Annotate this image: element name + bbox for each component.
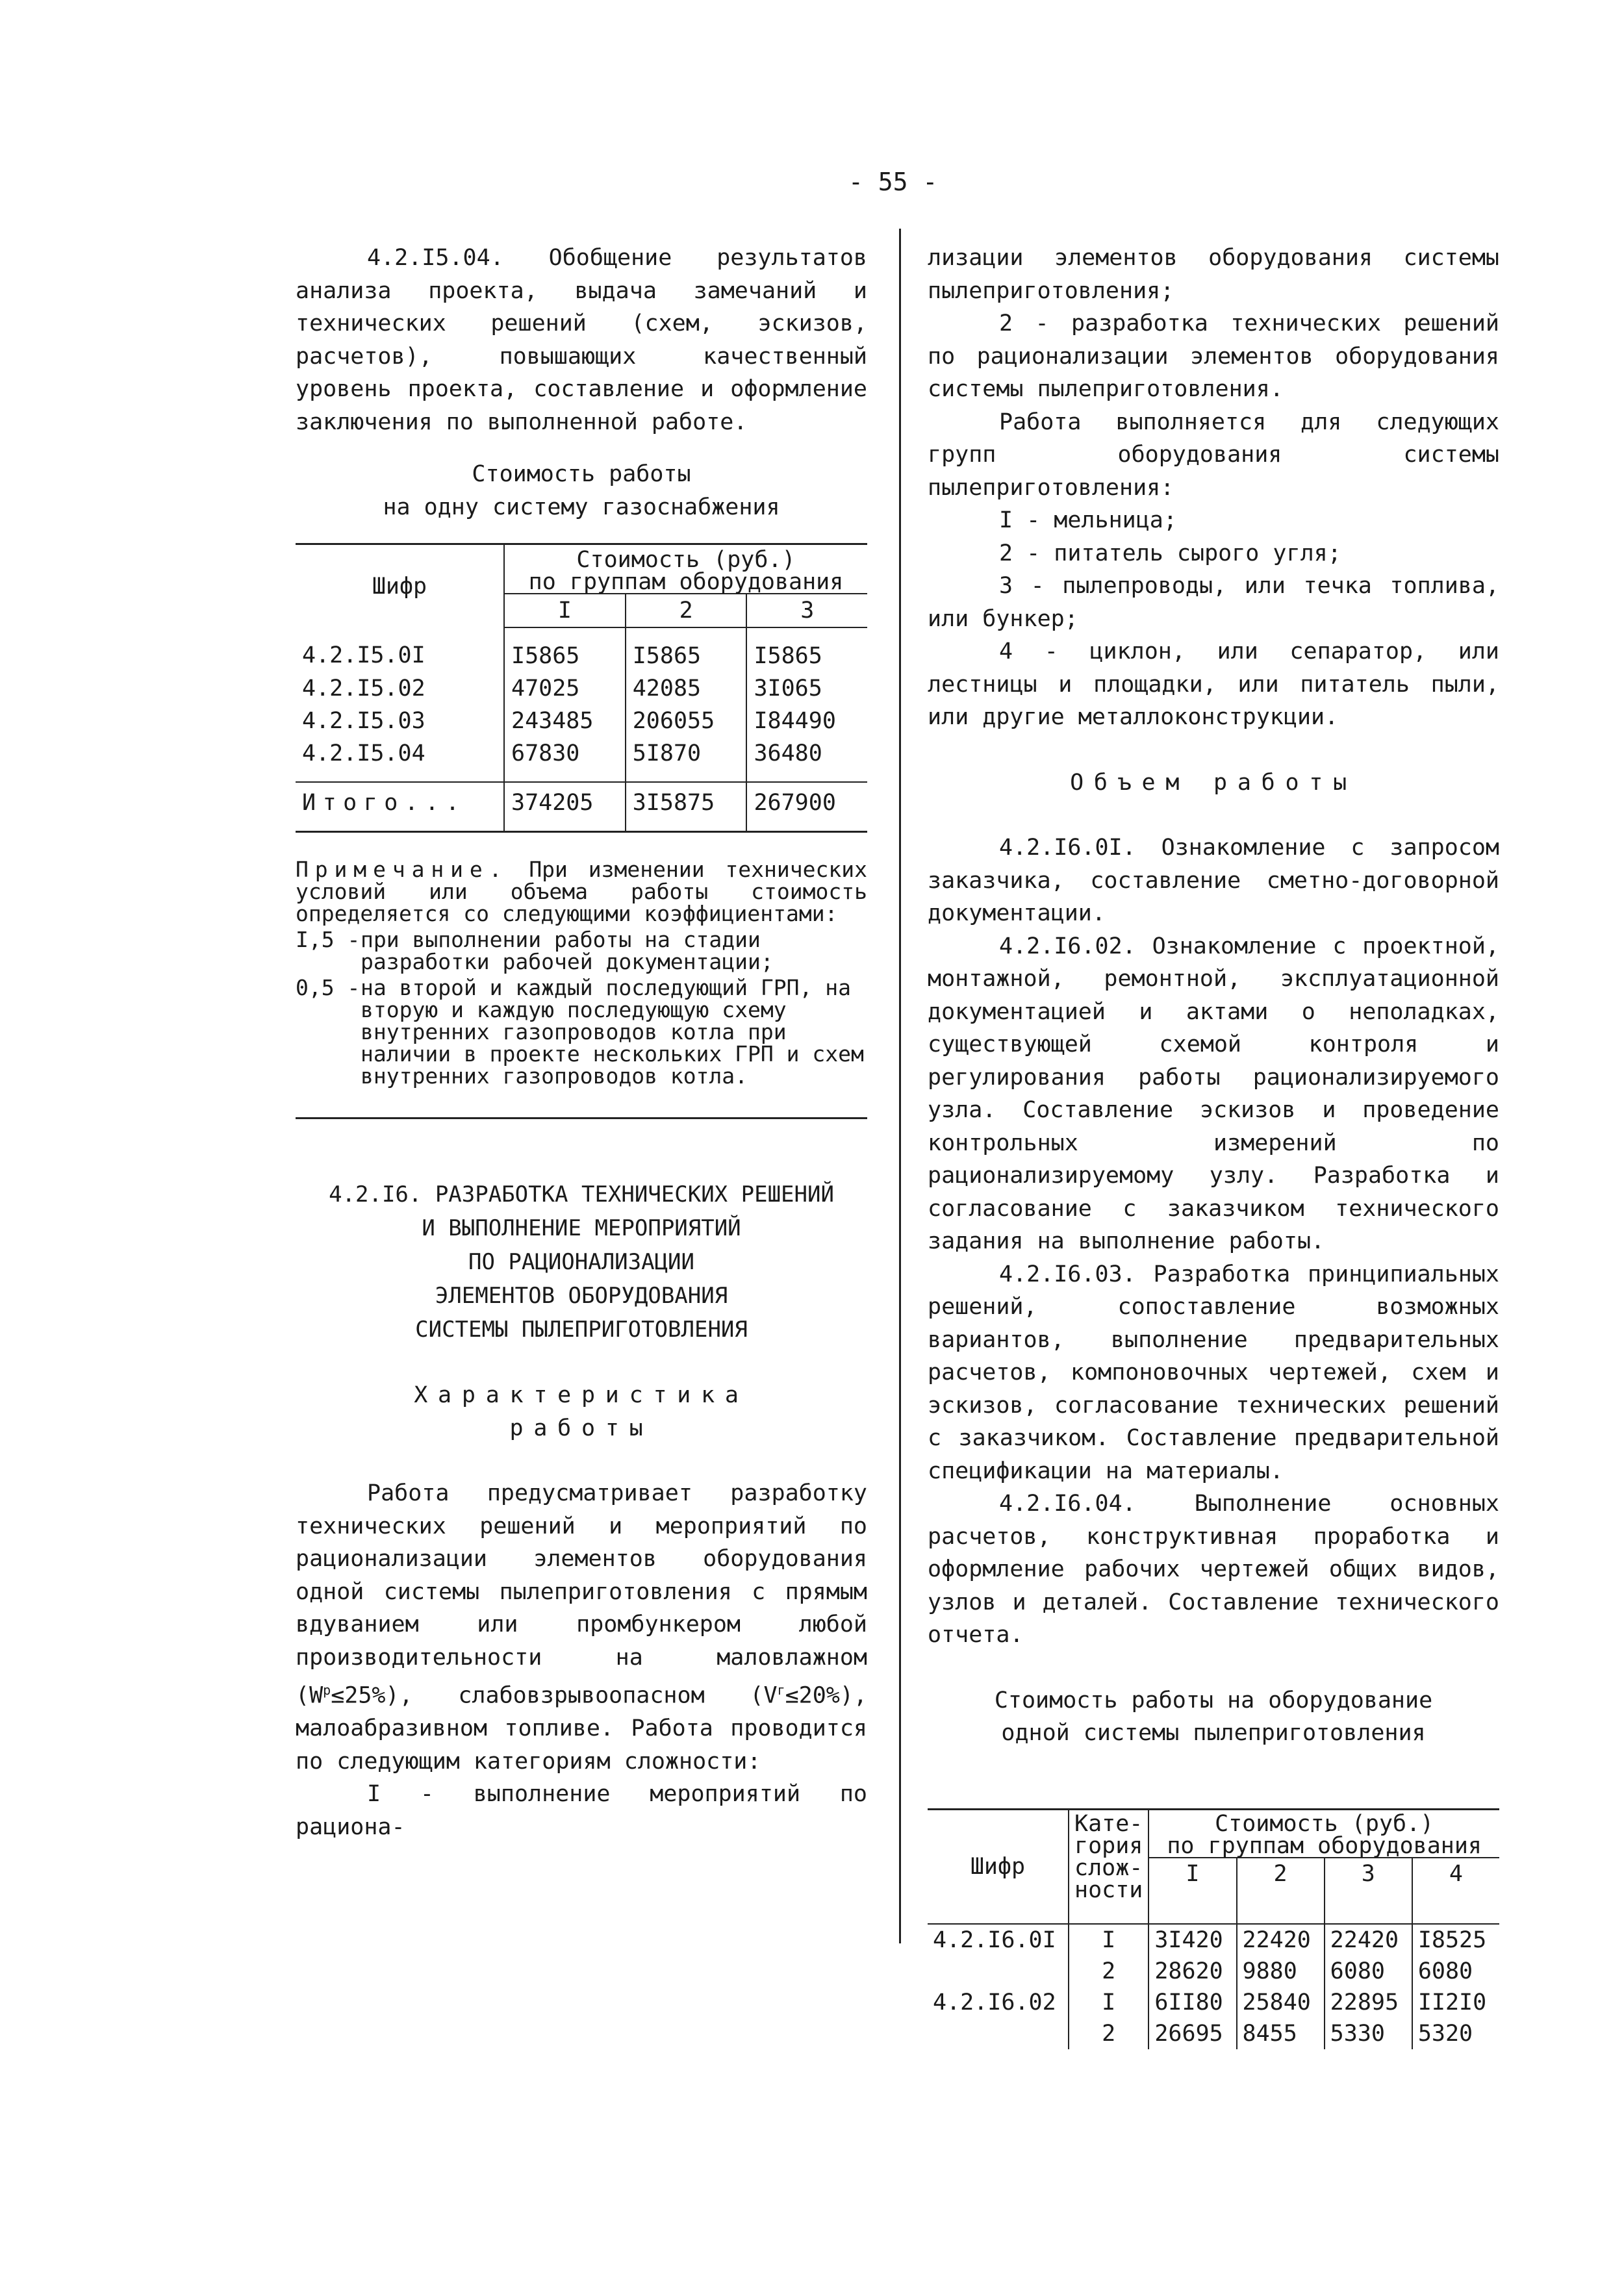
table-row — [296, 627, 867, 672]
table2-cell: 8455 — [1237, 2018, 1325, 2049]
paragraph-4-2-16-03: 4.2.I6.03. Разработка принципиальных решений, сопоставление возможных вариантов, выполнение предварительных расчетов, компоновочных чертежей, схем и эскизов, согласование технических решений с заказчиком. Составление предварительной спецификации на материалы. — [928, 1261, 1499, 1484]
paragraph-4-2-16-02: 4.2.I6.02. Ознакомление с проектной, монтажной, ремонтной, эксплуатационной документацией и актами о неполадках, существующей схемой контроля и регулирования работы рационализируемого узла. Составление эскизов и проведение контрольных измерений по рационализируемому узлу. Разработка и согласование с заказчиком технического задания на выполнение работы. — [928, 933, 1499, 1254]
note-item-coef: I,5 - — [296, 927, 361, 952]
table2-cell: 9880 — [1237, 1956, 1325, 1987]
table2-cell: 26695 — [1148, 2018, 1236, 2049]
table1-cell: 243485 — [504, 705, 626, 737]
table2-category: I — [1069, 1924, 1148, 1956]
table1-code: 4.2.I5.04 — [302, 740, 425, 766]
table2-code: 4.2.I6.0I — [933, 1927, 1056, 1953]
table2-cell: 5320 — [1412, 2018, 1499, 2049]
cost-table-dust-preparation — [928, 1808, 1499, 2049]
heading-line: 4.2.I6. РАЗРАБОТКА ТЕХНИЧЕСКИХ РЕШЕНИЙ — [329, 1181, 834, 1207]
char-text-a: Работа предусматривает разработку технических решений и мероприятий по рационализации элементов оборудования одной системы пылеприготовления с прямым вдуванием или промбункером любой производительности на маловлажном (W — [296, 1480, 867, 1709]
characteristic-title-line1: Характеристика — [414, 1382, 749, 1408]
table2-group-4: 4 — [1412, 1858, 1499, 1924]
table2-code — [928, 1956, 1069, 1987]
table-row — [928, 1924, 1499, 1956]
table-row — [928, 2018, 1499, 2049]
table2-cell: 28620 — [1148, 1956, 1236, 1987]
note-lead: Примечание. — [296, 857, 509, 882]
category-1-start: I - выполнение мероприятий по рациона- — [296, 1781, 867, 1840]
table1-header-code: Шифр — [372, 573, 427, 600]
category-1-continuation: лизации элементов оборудования системы пылеприготовления; — [928, 245, 1499, 304]
table2-cell: 5330 — [1325, 2018, 1412, 2049]
heading-line: ПО РАЦИОНАЛИЗАЦИИ — [468, 1249, 694, 1275]
table1-header-cost-line2: по группам оборудования — [528, 569, 844, 595]
table2-header-category-line: Кате- — [1074, 1810, 1143, 1837]
table2-header-category — [1069, 1809, 1148, 1924]
table2-cell: 22420 — [1325, 1924, 1412, 1956]
table-row — [928, 1956, 1499, 1987]
table-row — [296, 672, 867, 705]
table2-cell: II2I0 — [1412, 1987, 1499, 2018]
table2-cell: 3I420 — [1148, 1924, 1236, 1956]
table1-total-row — [296, 782, 867, 832]
table2-cell: 22420 — [1237, 1924, 1325, 1956]
table1-total-cell: 267900 — [746, 782, 867, 832]
cost-table-gas-supply — [296, 543, 867, 833]
table2-header-category-line: гория — [1074, 1832, 1143, 1859]
table2-category: 2 — [1069, 2018, 1148, 2049]
table1-cell: 36480 — [746, 737, 867, 782]
note-item-coef: 0,5 - — [296, 975, 361, 1000]
characteristic-paragraph — [296, 1477, 867, 1778]
char-text-c: ≤20%), малоабразивном топливе. Работа проводится по следующим категориям сложности: — [296, 1682, 867, 1775]
table2-group-1: I — [1148, 1858, 1236, 1924]
table-row — [296, 705, 867, 737]
group-item: 3 - пылепроводы, или течка топлива, или бункер; — [928, 573, 1499, 632]
table2-header-cost — [1148, 1809, 1499, 1858]
section-heading-4-2-16 — [296, 1178, 867, 1346]
note-text: При изменении технических условий или объема работы стоимость определяется со следующими коэффициентами: — [296, 857, 867, 926]
table1-cell: 206055 — [626, 705, 747, 737]
char-sup-v: г — [777, 1682, 785, 1698]
heading-line: И ВЫПОЛНЕНИЕ МЕРОПРИЯТИЙ — [422, 1215, 741, 1241]
table1-group-2: 2 — [626, 594, 747, 627]
table1-cell: I5865 — [746, 627, 867, 672]
note-item-text: на второй и каждый последующий ГРП, на вторую и каждую последующую схему внутренних газопроводов котла при наличии в проекте нескольких ГРП и схем внутренних газопроводов котла. — [361, 975, 864, 1089]
table2-header-category-line: слож- — [1074, 1854, 1143, 1881]
right-column — [928, 242, 1499, 2049]
table2-header-code: Шифр — [928, 1809, 1069, 1924]
table2-header-cost-line2: по группам оборудования — [1167, 1832, 1482, 1859]
char-sup-w: р — [323, 1682, 331, 1698]
table2-code — [928, 2018, 1069, 2049]
column-divider — [899, 229, 901, 1943]
table2-cell: 6080 — [1412, 1956, 1499, 1987]
table-row — [928, 1987, 1499, 2018]
table1-total-cell: 374205 — [504, 782, 626, 832]
table1-cell: 42085 — [626, 672, 747, 705]
table1-cell: I5865 — [504, 627, 626, 672]
heading-line: СИСТЕМЫ ПЫЛЕПРИГОТОВЛЕНИЯ — [415, 1317, 748, 1343]
characteristic-title-line2: работы — [509, 1415, 653, 1441]
table1-code: 4.2.I5.02 — [302, 676, 425, 701]
paragraph-4-2-16-04: 4.2.I6.04. Выполнение основных расчетов, конструктивная проработка и оформление рабочих чертежей общих видов, узлов и деталей. Составление технического отчета. — [928, 1491, 1499, 1648]
category-2: 2 - разработка технических решений по рационализации элементов оборудования системы пылеприготовления. — [928, 310, 1499, 402]
page-number: - 55 - — [848, 168, 938, 196]
table1-group-1: I — [504, 594, 626, 627]
table2-cell: 6080 — [1325, 1956, 1412, 1987]
table2-code: 4.2.I6.02 — [933, 1989, 1056, 2015]
table2-caption-line1: Стоимость работы на оборудование — [994, 1687, 1433, 1713]
table1-group-3: 3 — [746, 594, 867, 627]
table1-code: 4.2.I5.03 — [302, 708, 425, 734]
table1-header-cost-line1: Стоимость (руб.) — [576, 547, 796, 573]
table1-note — [296, 859, 867, 1087]
table1-cell: 67830 — [504, 737, 626, 782]
table1-cell: I5865 — [626, 627, 747, 672]
group-item: I - мельница; — [999, 507, 1177, 533]
table2-caption-line2: одной системы пылеприготовления — [1001, 1720, 1426, 1746]
table1-caption-line2: на одну систему газоснабжения — [383, 494, 780, 520]
table-row — [296, 737, 867, 782]
table1-total-cell: 3I5875 — [626, 782, 747, 832]
table2-group-3: 3 — [1325, 1858, 1412, 1924]
table2-header-cost-line1: Стоимость (руб.) — [1215, 1810, 1434, 1837]
scope-title: Объем работы — [1070, 769, 1357, 796]
table2-cell: 22895 — [1325, 1987, 1412, 2018]
left-column — [296, 242, 867, 1843]
paragraph-4-2-16-01: 4.2.I6.0I. Ознакомление с запросом заказчика, составление сметно-договорной документации. — [928, 835, 1499, 926]
group-item: 4 - циклон, или сепаратор, или лестницы и площадки, или питатель пыли, или другие металлоконструкции. — [928, 638, 1499, 730]
note-item — [296, 977, 867, 1087]
note-item — [296, 929, 867, 973]
group-item: 2 - питатель сырого угля; — [999, 540, 1341, 566]
table1-caption-line1: Стоимость работы — [472, 461, 691, 487]
table1-code: 4.2.I5.0I — [302, 642, 425, 668]
table2-cell: 6II80 — [1148, 1987, 1236, 2018]
paragraph-4-2-15-04: 4.2.I5.04. Обобщение результатов анализа проекта, выдача замечаний и технических решений (схем, эскизов, расчетов), повышающих качественный уровень проекта, составление и оформление заключения по выполненной работе. — [296, 245, 867, 435]
table2-header-category-line: ности — [1074, 1876, 1143, 1903]
table1-cell: I84490 — [746, 705, 867, 737]
table1-cell: 5I870 — [626, 737, 747, 782]
table2-cell: I8525 — [1412, 1924, 1499, 1956]
table1-cell: 3I065 — [746, 672, 867, 705]
heading-line: ЭЛЕМЕНТОВ ОБОРУДОВАНИЯ — [435, 1283, 728, 1309]
table2-cell: 25840 — [1237, 1987, 1325, 2018]
groups-intro: Работа выполняется для следующих групп оборудования системы пылеприготовления: — [928, 409, 1499, 501]
char-text-b: ≤25%), слабовзрывоопасном (V — [331, 1682, 778, 1709]
table1-total-label: Итого... — [296, 782, 504, 832]
table1-header-cost — [504, 545, 867, 594]
table1-cell: 47025 — [504, 672, 626, 705]
table2-category: 2 — [1069, 1956, 1148, 1987]
note-item-text: при выполнении работы на стадии разработки рабочей документации; — [361, 927, 774, 974]
table2-group-2: 2 — [1237, 1858, 1325, 1924]
table2-category: I — [1069, 1987, 1148, 2018]
